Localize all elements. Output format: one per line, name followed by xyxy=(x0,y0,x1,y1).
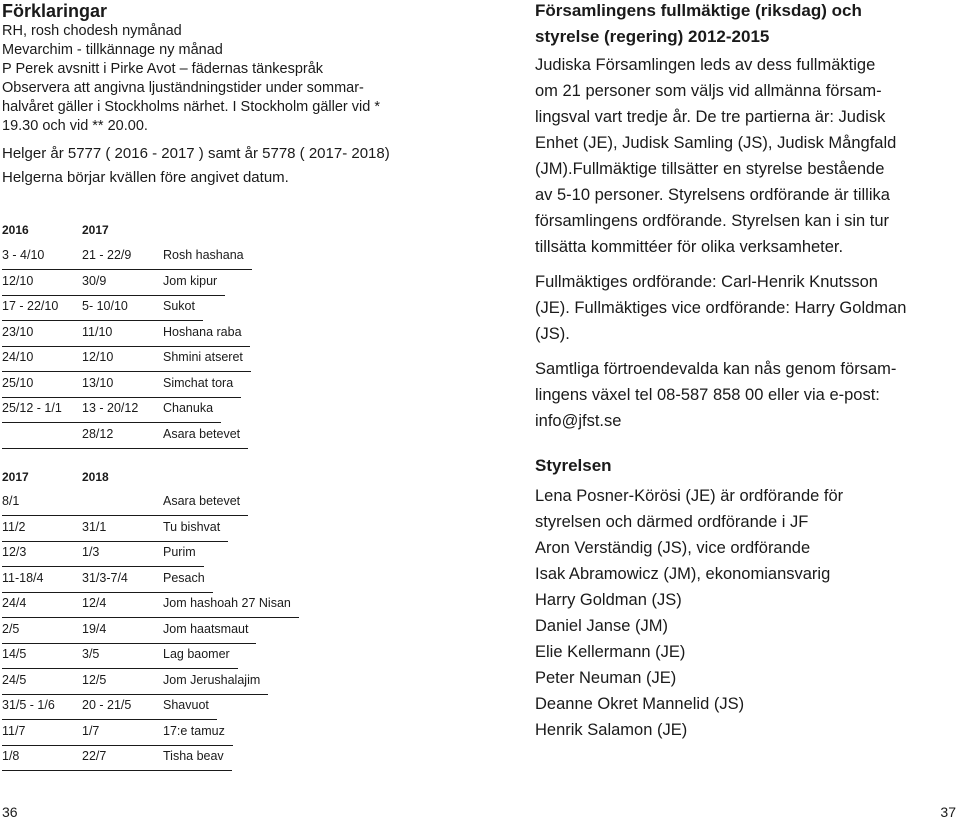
calendar-year-header: 2018 xyxy=(82,470,109,484)
board-member-line: Harry Goldman (JS) xyxy=(535,591,682,609)
explanation-line: halvåret gäller i Stockholms närhet. I Stockholm gäller vid * xyxy=(2,99,380,115)
holiday-note xyxy=(2,142,442,190)
date-column-a: 3 - 4/10 xyxy=(2,248,45,262)
holiday-name: Jom haatsmaut xyxy=(163,621,249,636)
board-member-line: Henrik Salamon (JE) xyxy=(535,721,688,739)
calendar-row xyxy=(2,397,312,423)
date-column-a: 24/4 xyxy=(2,596,27,610)
date-column-a: 11-18/4 xyxy=(2,570,44,585)
date-column-b: 5- 10/10 xyxy=(82,299,128,313)
calendar-row xyxy=(2,567,312,593)
row-underline xyxy=(2,770,232,771)
page-number-right: 37 xyxy=(940,804,956,820)
calendar-row xyxy=(2,618,312,644)
date-column-a: 8/1 xyxy=(2,494,20,508)
date-column-a: 12/10 xyxy=(2,273,34,288)
holiday-name: Jom kipur xyxy=(163,273,218,288)
council-chairs xyxy=(535,269,955,347)
date-column-b: 12/4 xyxy=(82,596,107,610)
date-column-a: 25/12 - 1/1 xyxy=(2,401,62,415)
calendar-row xyxy=(2,490,312,516)
calendar-row xyxy=(2,270,312,296)
legend-explanations xyxy=(2,22,442,136)
council-heading xyxy=(535,0,955,50)
date-column-a: 2/5 xyxy=(2,621,20,636)
date-column-a: 14/5 xyxy=(2,647,27,661)
holiday-name: Tu bishvat xyxy=(163,519,221,534)
calendar-row xyxy=(2,720,312,746)
paragraph-line: info@jfst.se xyxy=(535,412,622,430)
holiday-name: Purim xyxy=(163,545,196,559)
board-member-line: styrelsen och därmed ordförande i JF xyxy=(535,513,809,531)
paragraph-line: Samtliga förtroendevalda kan nås genom försam- xyxy=(535,360,897,378)
date-column-a: 31/5 - 1/6 xyxy=(2,698,55,712)
calendar-year-header: 2016 xyxy=(2,223,29,237)
holiday-note-line: Helgerna börjar kvällen före angivet datum. xyxy=(2,169,289,186)
paragraph-line: Fullmäktiges ordförande: Carl-Henrik Knutsson xyxy=(535,273,878,291)
holiday-name: Jom hashoah 27 Nisan xyxy=(163,596,291,610)
holiday-name: Chanuka xyxy=(163,401,214,415)
calendar-row xyxy=(2,372,312,398)
council-heading-line: Församlingens fullmäktige (riksdag) och xyxy=(535,1,862,20)
calendar-row xyxy=(2,295,312,321)
date-column-b: 21 - 22/9 xyxy=(82,248,132,262)
board-members xyxy=(535,483,955,743)
date-column-a: 12/3 xyxy=(2,545,27,559)
date-column-b: 13 - 20/12 xyxy=(82,401,139,415)
calendar-year-header: 2017 xyxy=(82,223,109,237)
holiday-name: Rosh hashana xyxy=(163,248,244,262)
paragraph-line: Enhet (JE), Judisk Samling (JS), Judisk Mångfald xyxy=(535,134,897,152)
calendar-row xyxy=(2,669,312,695)
paragraph-line: (JS). xyxy=(535,325,570,343)
date-column-b: 12/10 xyxy=(82,350,114,364)
holiday-name: Shavuot xyxy=(163,698,209,712)
calendar-row xyxy=(2,694,312,720)
calendar-row xyxy=(2,643,312,669)
date-column-a: 24/10 xyxy=(2,350,34,364)
date-column-b: 3/5 xyxy=(82,647,100,661)
board-member-line: Lena Posner-Körösi (JE) är ordförande för xyxy=(535,487,844,505)
explanation-line: 19.30 och vid ** 20.00. xyxy=(2,118,148,134)
date-column-b: 22/7 xyxy=(82,749,107,763)
explanation-line: RH, rosh chodesh nymånad xyxy=(2,23,182,39)
board-member-line: Daniel Janse (JM) xyxy=(535,617,668,635)
holiday-name: Asara betevet xyxy=(163,494,241,508)
holiday-note-line: Helger år 5777 ( 2016 - 2017 ) samt år 5778 ( 2017- 2018) xyxy=(2,145,390,162)
row-underline xyxy=(2,448,248,449)
paragraph-line: (JM).Fullmäktige tillsätter en styrelse bestående xyxy=(535,160,885,178)
holiday-name: Sukot xyxy=(163,299,195,313)
legend-title: Förklaringar xyxy=(2,1,108,21)
board-heading: Styrelsen xyxy=(535,456,612,475)
date-column-b: 31/1 xyxy=(82,519,107,534)
holiday-name: Simchat tora xyxy=(163,375,234,390)
holiday-name: Shmini atseret xyxy=(163,350,243,364)
paragraph-line: tillsätta kommittéer för olika verksamheter. xyxy=(535,238,844,256)
calendar-year-header: 2017 xyxy=(2,470,29,484)
date-column-b: 30/9 xyxy=(82,273,107,288)
paragraph-line: lingsval vart tredje år. De tre partierna är: Judisk xyxy=(535,108,886,126)
date-column-a: 11/7 xyxy=(2,723,26,738)
date-column-b: 12/5 xyxy=(82,672,107,687)
date-column-b: 13/10 xyxy=(82,375,114,390)
holiday-name: Tisha beav xyxy=(163,749,224,763)
calendar-row xyxy=(2,321,312,347)
board-member-line: Isak Abramowicz (JM), ekonomiansvarig xyxy=(535,565,831,583)
calendar-row xyxy=(2,346,312,372)
date-column-a: 24/5 xyxy=(2,672,27,687)
date-column-a: 25/10 xyxy=(2,375,34,390)
date-column-a: 23/10 xyxy=(2,324,34,339)
contact-info xyxy=(535,356,955,434)
explanation-line: P Perek avsnitt i Pirke Avot – fädernas tänkespråk xyxy=(2,61,324,77)
paragraph-line: församlingens ordförande. Styrelsen kan i sin tur xyxy=(535,212,890,230)
paragraph-line: av 5-10 personer. Styrelsens ordförande är tillika xyxy=(535,186,890,204)
date-column-a: 1/8 xyxy=(2,749,20,763)
date-column-b: 28/12 xyxy=(82,426,114,441)
holiday-name: Asara betevet xyxy=(163,426,241,441)
left-page xyxy=(2,0,442,190)
paragraph-line: (JE). Fullmäktiges vice ordförande: Harry Goldman xyxy=(535,299,907,317)
holiday-name: Jom Jerushalajim xyxy=(163,672,261,687)
date-column-b: 19/4 xyxy=(82,621,107,636)
calendar-row xyxy=(2,423,312,449)
date-column-b: 1/3 xyxy=(82,545,100,559)
right-page xyxy=(535,0,955,743)
paragraph-line: Judiska Församlingen leds av dess fullmäktige xyxy=(535,56,876,74)
calendar-row xyxy=(2,592,312,618)
date-column-b: 20 - 21/5 xyxy=(82,698,132,712)
explanation-line: Observera att angivna ljuständningstider under sommar- xyxy=(2,80,364,96)
calendar-row xyxy=(2,541,312,567)
board-member-line: Aron Verständig (JS), vice ordförande xyxy=(535,539,811,557)
calendar-row xyxy=(2,745,312,771)
calendar-row xyxy=(2,244,312,270)
board-member-line: Peter Neuman (JE) xyxy=(535,669,677,687)
board-member-line: Deanne Okret Mannelid (JS) xyxy=(535,695,745,713)
date-column-b: 11/10 xyxy=(82,324,113,339)
calendar-row xyxy=(2,516,312,542)
council-description xyxy=(535,52,955,260)
page-number-left: 36 xyxy=(2,804,18,820)
holiday-name: Lag baomer xyxy=(163,647,230,661)
paragraph-line: lingens växel tel 08-587 858 00 eller via e-post: xyxy=(535,386,880,404)
holiday-name: Hoshana raba xyxy=(163,324,242,339)
date-column-b: 31/3-7/4 xyxy=(82,570,128,585)
holiday-name: Pesach xyxy=(163,570,205,585)
holiday-name: 17:e tamuz xyxy=(163,723,225,738)
board-member-line: Elie Kellermann (JE) xyxy=(535,643,686,661)
council-heading-line: styrelse (regering) 2012-2015 xyxy=(535,27,770,46)
date-column-a: 11/2 xyxy=(2,519,26,534)
explanation-line: Mevarchim - tillkännage ny månad xyxy=(2,42,223,58)
date-column-a: 17 - 22/10 xyxy=(2,299,59,313)
date-column-b: 1/7 xyxy=(82,723,100,738)
paragraph-line: om 21 personer som väljs vid allmänna försam- xyxy=(535,82,882,100)
